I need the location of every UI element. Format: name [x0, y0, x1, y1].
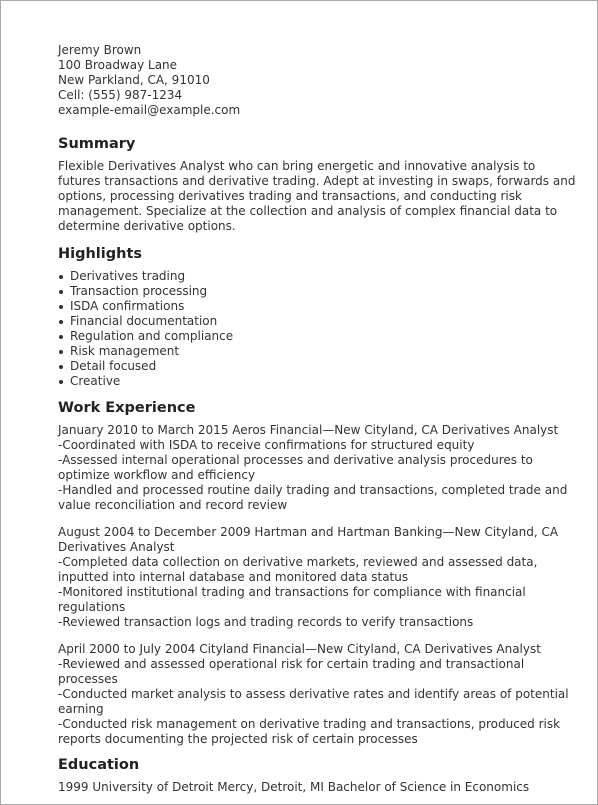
highlights-heading: Highlights [58, 246, 143, 262]
job-entry [58, 642, 577, 747]
highlight-item: Derivatives trading [70, 269, 577, 284]
job-entry [58, 423, 577, 513]
education-text: 1999 University of Detroit Mercy, Detroit, MI Bachelor of Science in Economics [58, 780, 530, 794]
job-duty: -Monitored institutional trading and transactions for compliance with financial regulations [58, 585, 526, 614]
summary-heading: Summary [58, 136, 136, 152]
highlight-item: Regulation and compliance [70, 329, 577, 344]
job-header: August 2004 to December 2009 Hartman and Hartman Banking—New Cityland, CA Derivatives Analyst [58, 525, 559, 554]
job-header: January 2010 to March 2015 Aeros Financial—New Cityland, CA Derivatives Analyst [58, 423, 559, 437]
highlight-item: Creative [70, 374, 577, 389]
work-experience-section [58, 399, 577, 747]
work-experience-heading: Work Experience [58, 400, 196, 416]
highlight-item: ISDA confirmations [70, 299, 577, 314]
highlight-item: Risk management [70, 344, 577, 359]
job-header: April 2000 to July 2004 Cityland Financial—New Cityland, CA Derivatives Analyst [58, 642, 541, 656]
contact-block [58, 43, 577, 118]
education-heading: Education [58, 757, 140, 773]
job-duty: -Conducted risk management on derivative trading and transactions, produced risk reports documenting the projected risk of certain processes [58, 717, 561, 746]
contact-name: Jeremy Brown [58, 43, 142, 57]
contact-city: New Parkland, CA, 91010 [58, 73, 210, 87]
summary-text: Flexible Derivatives Analyst who can bring energetic and innovative analysis to futures transactions and derivative trading. Adept at investing in swaps, forwards and options, processing derivatives trading and transactions, and conducting risk management. Specialize at the collection and analysis of complex financial data to determine derivative options. [58, 159, 576, 233]
highlight-item: Detail focused [70, 359, 577, 374]
job-duty: -Reviewed transaction logs and trading records to verify transactions [58, 615, 474, 629]
summary-section [58, 135, 577, 234]
job-duty: -Assessed internal operational processes and derivative analysis procedures to optimize workflow and efficiency [58, 453, 533, 482]
highlights-section [58, 245, 577, 389]
highlight-item: Transaction processing [70, 284, 577, 299]
education-section [58, 756, 577, 795]
job-entry [58, 525, 577, 630]
contact-street: 100 Broadway Lane [58, 58, 178, 72]
job-duty: -Conducted market analysis to assess derivative rates and identify areas of potential earning [58, 687, 569, 716]
contact-phone: Cell: (555) 987-1234 [58, 88, 183, 102]
contact-email: example-email@example.com [58, 103, 241, 117]
highlights-list [58, 269, 577, 389]
job-duty: -Coordinated with ISDA to receive confirmations for structured equity [58, 438, 475, 452]
highlight-item: Financial documentation [70, 314, 577, 329]
job-duty: -Handled and processed routine daily trading and transactions, completed trade and value reconciliation and record review [58, 483, 568, 512]
job-duty: -Completed data collection on derivative markets, reviewed and assessed data, inputted into internal database and monitored data status [58, 555, 538, 584]
job-duty: -Reviewed and assessed operational risk for certain trading and transactional processes [58, 657, 525, 686]
